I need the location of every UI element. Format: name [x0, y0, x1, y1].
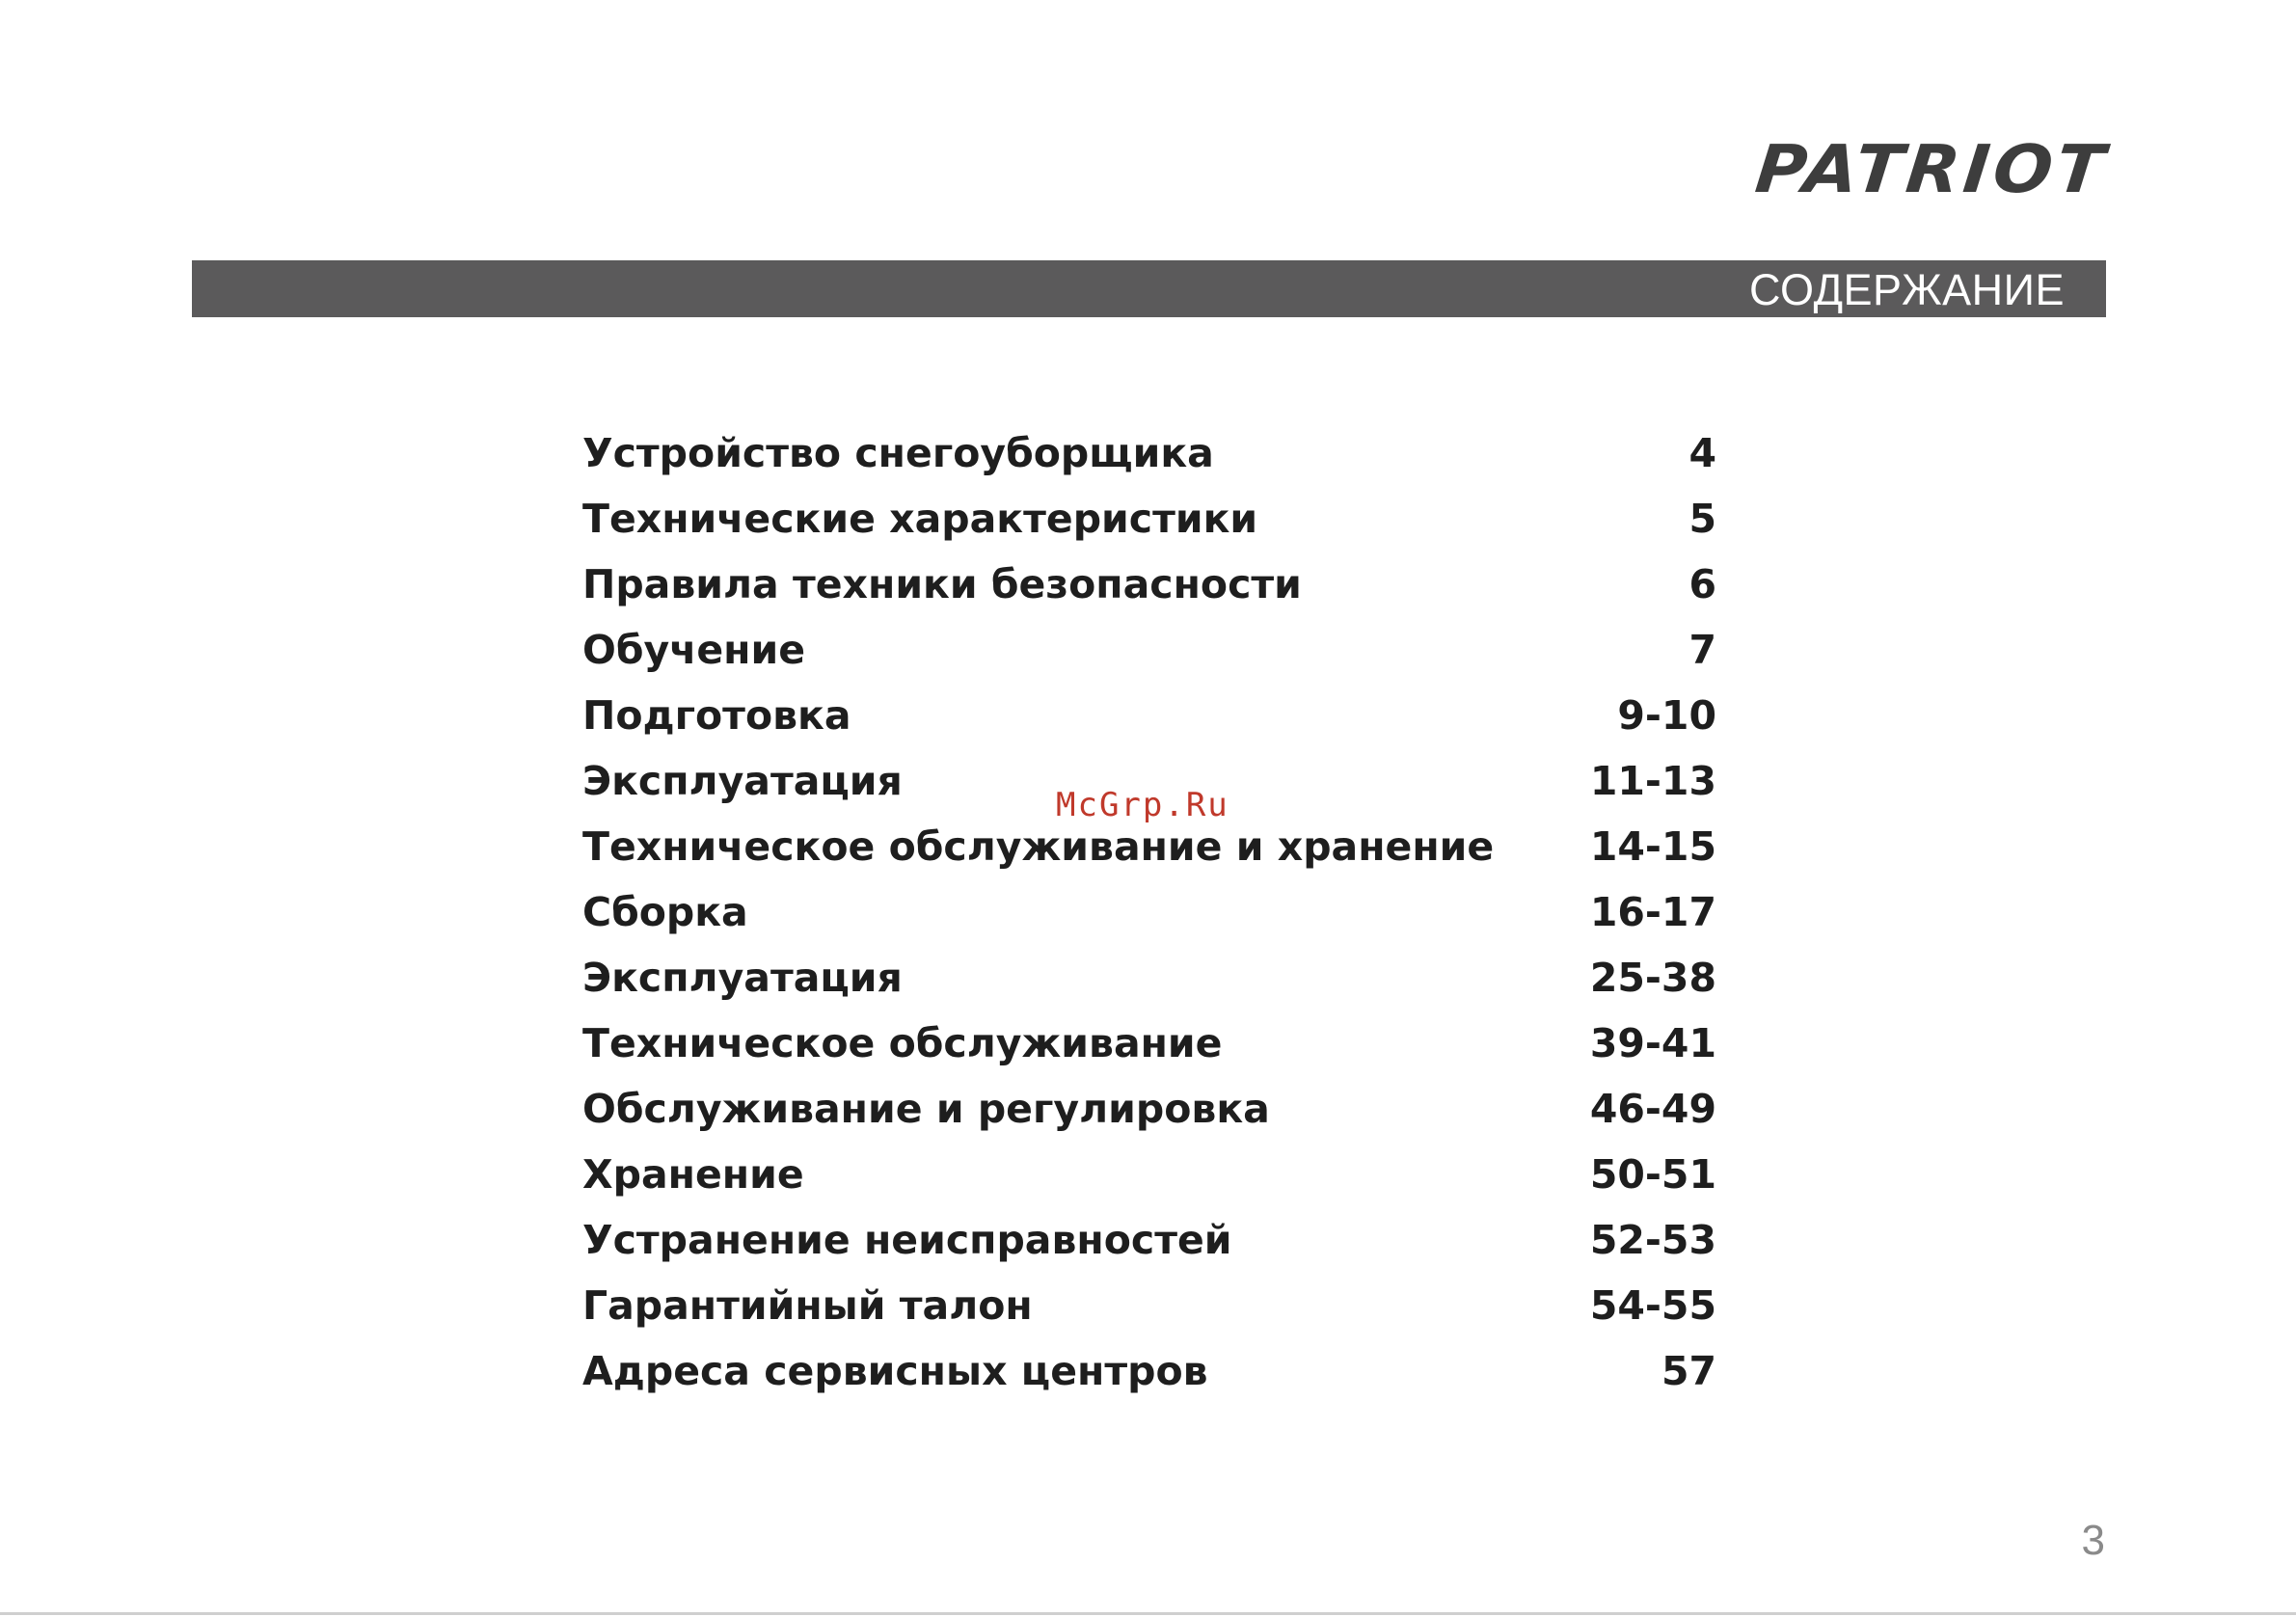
toc-entry-page: 16-17	[1589, 889, 1716, 935]
toc-entry-title: Правила техники безопасности	[582, 561, 1302, 607]
toc-entry-page: 50-51	[1589, 1151, 1716, 1198]
toc-entry[interactable]	[582, 617, 1716, 683]
toc-entry-title: Техническое обслуживание и хранение	[582, 823, 1495, 870]
toc-entry-page: 46-49	[1589, 1086, 1716, 1132]
toc-entry[interactable]	[582, 552, 1716, 617]
toc-entry-title: Гарантийный талон	[582, 1282, 1033, 1329]
toc-entry-title: Устранение неисправностей	[582, 1217, 1232, 1263]
toc-entry-page: 9-10	[1617, 692, 1716, 739]
toc-entry[interactable]	[582, 683, 1716, 748]
toc-entry[interactable]	[582, 1207, 1716, 1273]
section-title: СОДЕРЖАНИЕ	[1749, 265, 2065, 314]
toc-entry[interactable]	[582, 879, 1716, 945]
toc-entry[interactable]	[582, 1011, 1716, 1076]
page-number: 3	[2081, 1517, 2105, 1564]
toc-entry-title: Подготовка	[582, 692, 851, 739]
toc-entry[interactable]	[582, 1338, 1716, 1404]
toc-entry-page: 57	[1661, 1348, 1716, 1394]
toc-entry-page: 14-15	[1589, 823, 1716, 870]
toc-entry-title: Обучение	[582, 627, 806, 673]
toc-entry-title: Сборка	[582, 889, 748, 935]
toc-entry-page: 52-53	[1589, 1217, 1716, 1263]
table-of-contents	[582, 420, 1716, 1404]
brand-logo-text: PATRIOT	[1752, 130, 2113, 207]
bottom-divider	[0, 1612, 2296, 1615]
toc-entry[interactable]	[582, 486, 1716, 552]
toc-entry[interactable]	[582, 1142, 1716, 1207]
toc-entry-title: Обслуживание и регулировка	[582, 1086, 1270, 1132]
brand-logo	[1752, 130, 2113, 207]
watermark-text: McGrp.Ru	[1056, 786, 1229, 824]
section-header-bar	[192, 260, 2106, 317]
toc-entry-title: Технические характеристики	[582, 496, 1258, 542]
toc-entry-title: Адреса сервисных центров	[582, 1348, 1208, 1394]
toc-entry-page: 6	[1688, 561, 1716, 607]
toc-entry-page: 4	[1688, 430, 1716, 476]
toc-entry[interactable]	[582, 420, 1716, 486]
toc-entry-page: 5	[1688, 496, 1716, 542]
toc-entry-title: Эксплуатация	[582, 758, 903, 804]
toc-entry-page: 54-55	[1589, 1282, 1716, 1329]
toc-entry-title: Устройство снегоуборщика	[582, 430, 1214, 476]
toc-entry[interactable]	[582, 1076, 1716, 1142]
toc-entry-title: Эксплуатация	[582, 955, 903, 1001]
toc-entry-page: 7	[1688, 627, 1716, 673]
toc-entry-title: Техническое обслуживание	[582, 1020, 1223, 1066]
toc-entry-page: 25-38	[1589, 955, 1716, 1001]
toc-entry-page: 39-41	[1589, 1020, 1716, 1066]
toc-entry-page: 11-13	[1589, 758, 1716, 804]
toc-entry[interactable]	[582, 945, 1716, 1011]
toc-entry[interactable]	[582, 1273, 1716, 1338]
toc-entry-title: Хранение	[582, 1151, 804, 1198]
